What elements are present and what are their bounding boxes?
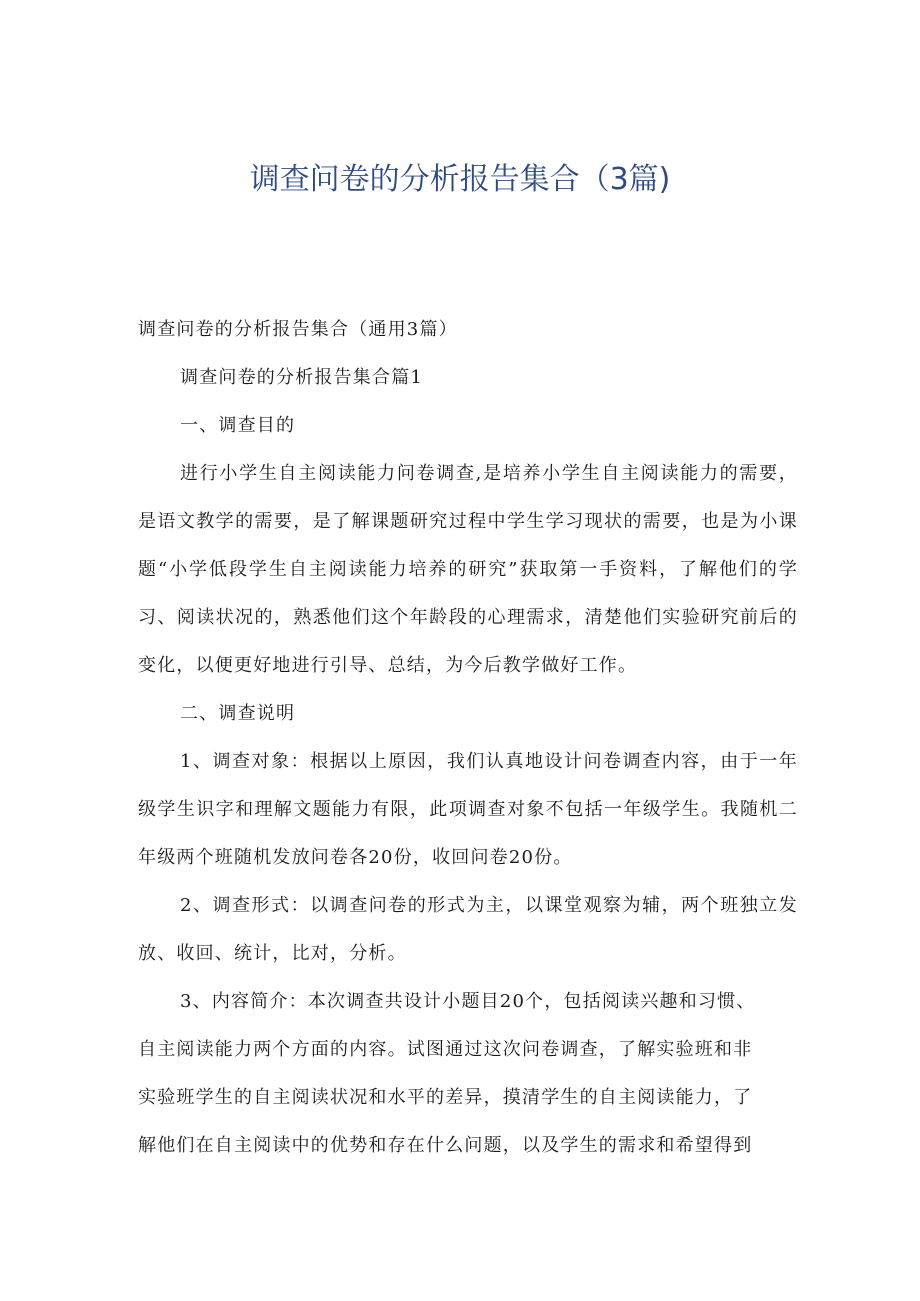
heading-description: 二、调查说明 — [180, 703, 296, 724]
content-intro-line: 自主阅读能力两个方面的内容。试图通过这次问卷调查，了解实验班和非 — [138, 1039, 753, 1060]
document-body — [138, 306, 798, 1170]
document-title: 调查问卷的分析报告集合（3篇) — [249, 162, 671, 197]
content-intro-line: 实验班学生的自主阅读状况和水平的差异，摸清学生的自主阅读能力，了 — [138, 1087, 753, 1108]
paragraph-content-intro — [138, 978, 798, 1170]
paragraph-survey-form: 2、调查形式：以调查问卷的形式为主，以课堂观察为辅，两个班独立发放、收回、统计，比对，分析。 — [138, 895, 798, 964]
content-intro-line: 3、内容简介：本次调查共设计小题目20个，包括阅读兴趣和习惯、 — [180, 991, 756, 1012]
paragraph-purpose: 进行小学生自主阅读能力问卷调查,是培养小学生自主阅读能力的需要，是语文教学的需要，是了解课题研究过程中学生学习现状的需要，也是为小课题“小学低段学生自主阅读能力培养的研究”获取第一手资料，了解他们的学习、阅读状况的，熟悉他们这个年龄段的心理需求，清楚他们实验研究前后的变化，以便更好地进行引导、总结，为今后教学做好工作。 — [138, 463, 798, 676]
content-intro-line: 解他们在自主阅读中的优势和存在什么问题，以及学生的需求和希望得到 — [138, 1135, 753, 1156]
section-title: 调查问卷的分析报告集合篇1 — [180, 367, 424, 388]
heading-purpose: 一、调查目的 — [180, 415, 296, 436]
document-subtitle: 调查问卷的分析报告集合（通用3篇） — [138, 319, 458, 340]
paragraph-survey-target: 1、调查对象：根据以上原因，我们认真地设计问卷调查内容，由于一年级学生识字和理解文题能力有限，此项调查对象不包括一年级学生。我随机二年级两个班随机发放问卷各20份，收回问卷20份。 — [138, 751, 798, 868]
